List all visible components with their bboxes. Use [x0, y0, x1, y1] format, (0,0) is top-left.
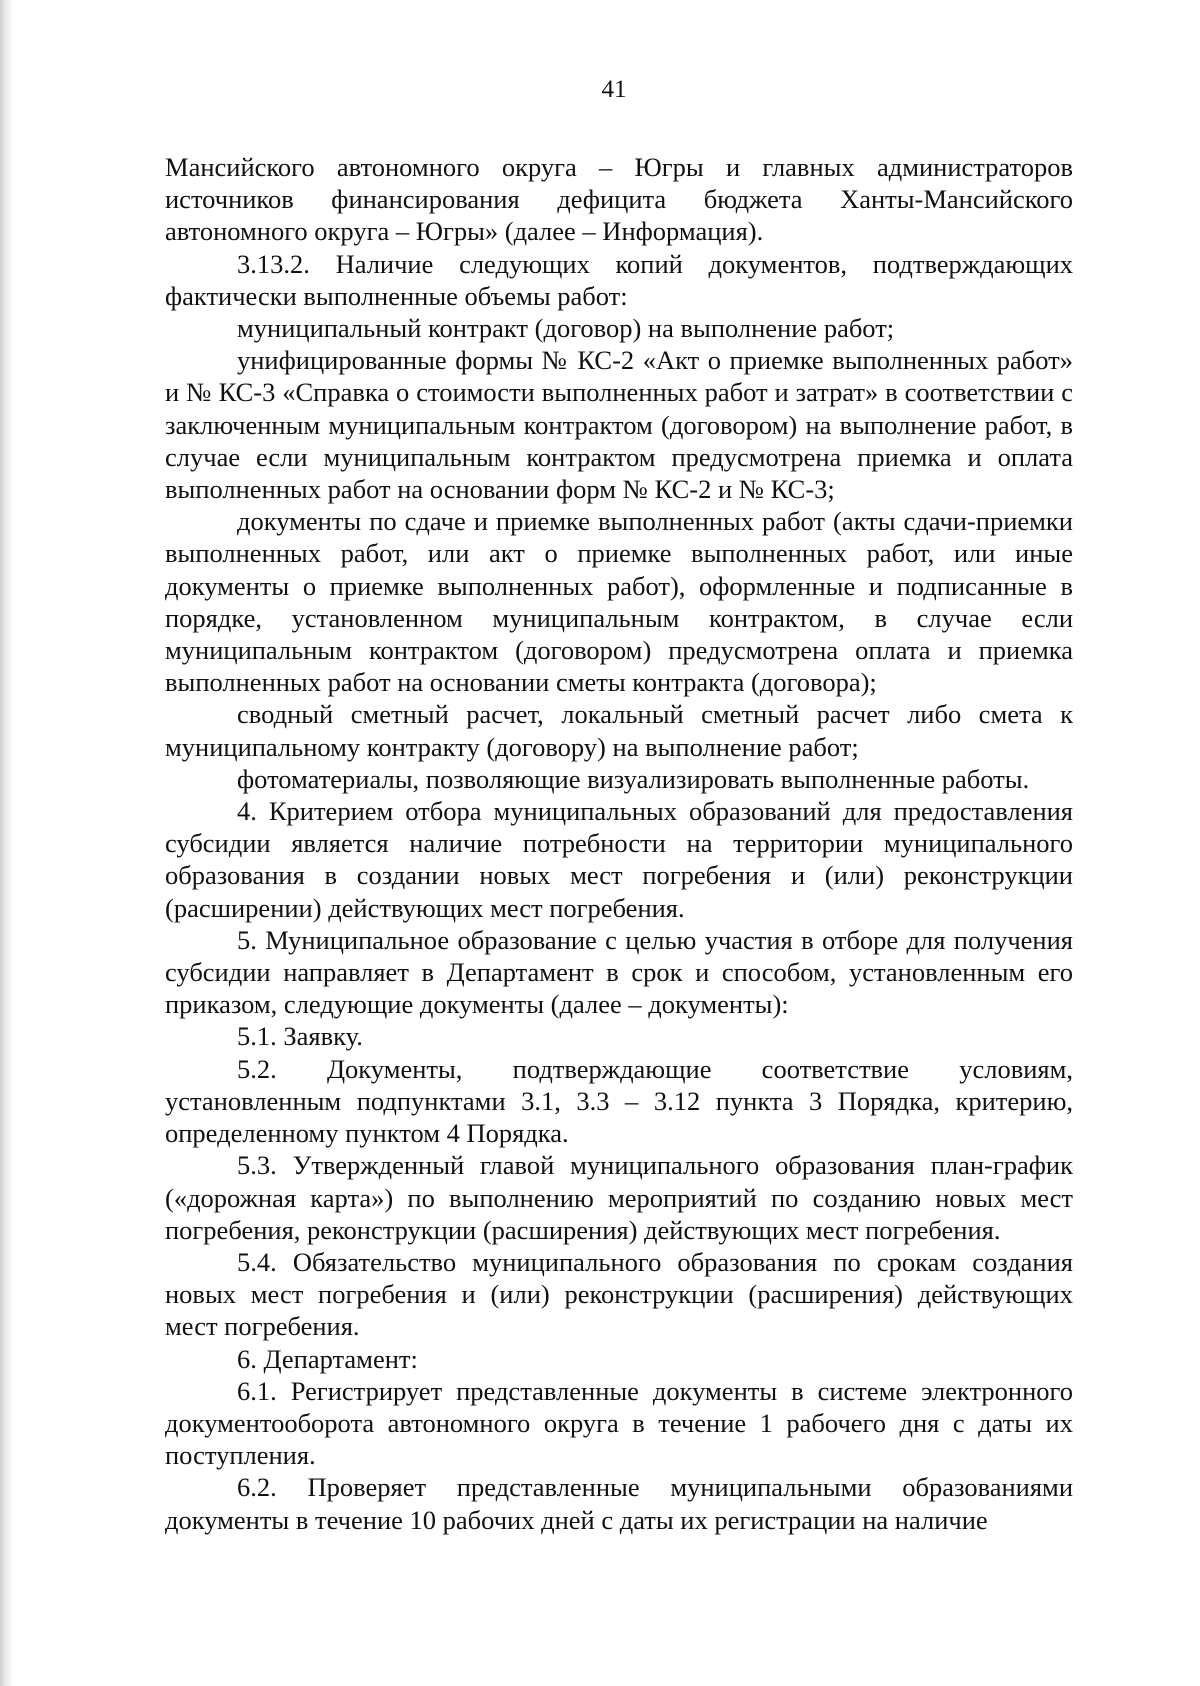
- paragraph-5-4: 5.4. Обязательство муниципального образования по срокам создания новых мест погребения и (или) реконструкции (расширения) действующих мест погребения.: [165, 1246, 1073, 1342]
- paragraph-3-13-2: 3.13.2. Наличие следующих копий документов, подтверждающих фактически выполненные объемы работ:: [165, 248, 1073, 311]
- paragraph-continuation: Мансийского автономного округа – Югры и главных администраторов источников финансирования дефицита бюджета Ханты-Мансийского автономного округа – Югры» (далее – Информация).: [165, 152, 1073, 247]
- paragraph-6-department: 6. Департамент:: [237, 1343, 418, 1374]
- paragraph-contract: муниципальный контракт (договор) на выполнение работ;: [237, 313, 895, 344]
- paragraph-6-1: 6.1. Регистрирует представленные документы в системе электронного документооборота автономного округа в течение 1 рабочего дня с даты их поступления.: [165, 1375, 1073, 1471]
- paragraph-estimate: сводный сметный расчет, локальный сметный расчет либо смета к муниципальному контракту (договору) на выполнение работ;: [165, 699, 1073, 762]
- paragraph-5-1: 5.1. Заявку.: [237, 1021, 363, 1052]
- paragraph-photo: фотоматериалы, позволяющие визуализировать выполненные работы.: [237, 763, 1030, 794]
- page-number: 41: [601, 76, 627, 103]
- paragraph-ks-forms: унифицированные формы № КС-2 «Акт о приемке выполненных работ» и № КС-3 «Справка о стоимости выполненных работ и затрат» в соответствии с заключенным муниципальным контрактом (договором) на выполнение работ, в случае если муниципальным контрактом предусмотрена приемка и оплата выполненных работ на основании форм № КС-2 и № КС-3;: [165, 345, 1073, 505]
- paragraph-6-2: 6.2. Проверяет представленные муниципальными образованиями документы в течение 10 рабочих дней с даты их регистрации на наличие: [165, 1472, 1073, 1535]
- paragraph-acceptance-docs: документы по сдаче и приемке выполненных работ (акты сдачи-приемки выполненных работ, или акт о приемке выполненных работ, или иные документы о приемке выполненных работ), оформленные и подписанные в порядке, установленном муниципальным контрактом, в случае если муниципальным контрактом (договором) предусмотрена оплата и приемка выполненных работ на основании сметы контракта (договора);: [165, 506, 1073, 698]
- paragraph-5-documents: 5. Муниципальное образование с целью участия в отборе для получения субсидии направляет в Департамент в срок и способом, установленным его приказом, следующие документы (далее – документы):: [165, 924, 1073, 1020]
- document-body: [165, 151, 1073, 1536]
- paragraph-5-3: 5.3. Утвержденный главой муниципального образования план-график («дорожная карта») по выполнению мероприятий по созданию новых мест погребения, реконструкции (расширения) действующих мест погребения.: [165, 1150, 1073, 1245]
- scan-edge-shadow: [0, 0, 14, 1686]
- paragraph-4-criterion: 4. Критерием отбора муниципальных образований для предоставления субсидии является наличие потребности на территории муниципального образования в создании новых мест погребения и (или) реконструкции (расширении) действующих мест погребения.: [165, 796, 1073, 923]
- paragraph-5-2: 5.2. Документы, подтверждающие соответствие условиям, установленным подпунктами 3.1, 3.3 – 3.12 пункта 3 Порядка, критерию, определенному пунктом 4 Порядка.: [165, 1053, 1073, 1149]
